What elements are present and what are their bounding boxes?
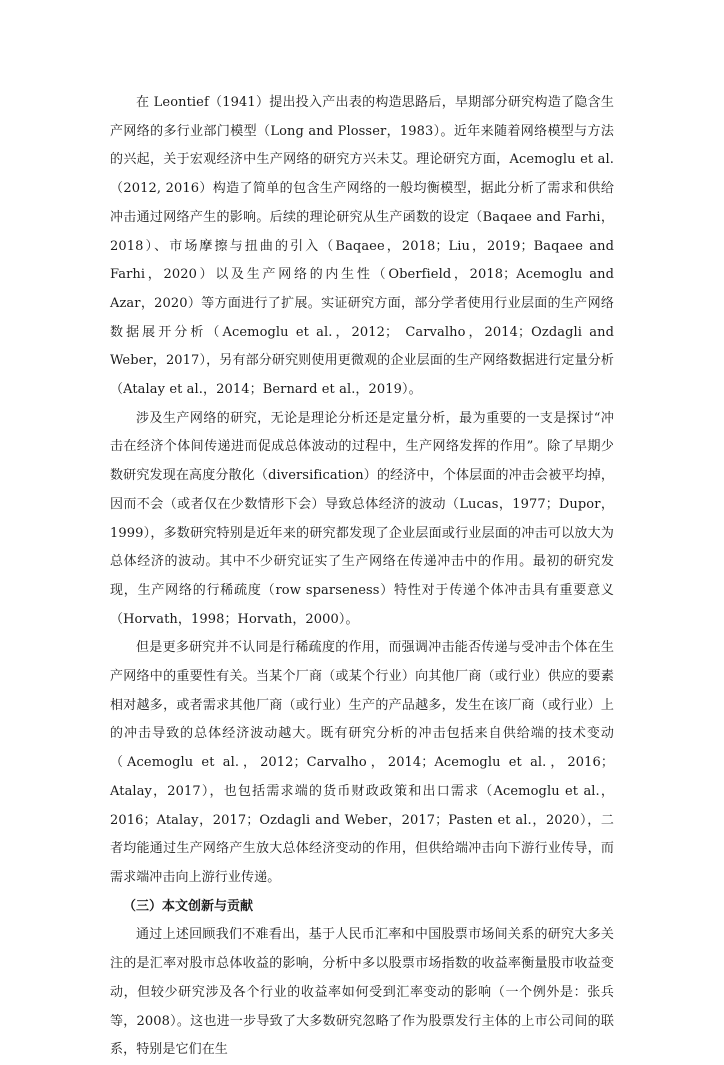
paragraph-production-network-literature: 在 Leontief（1941）提出投入产出表的构造思路后，早期部分研究构造了隐含生产网络的多行业部门模型（Long and Plosser，1983）。近年来随着网络模型与方法的兴起，关于宏观经济中生产网络的研究方兴未艾。理论研究方面，Acemoglu et al.（2012, 2016）构造了简单的包含生产网络的一般均衡模型，据此分析了需求和供给冲击通过网络产生的影响。后续的理论研究从生产函数的设定（Baqaee and Farhi，2018）、市场摩擦与扭曲的引入（Baqaee，2018；Liu，2019；Baqaee and Farhi，2020）以及生产网络的内生性（Oberfield，2018；Acemoglu and Azar，2020）等方面进行了扩展。实证研究方面，部分学者使用行业层面的生产网络数据展开分析（Acemoglu et al.，2012； Carvalho，2014；Ozdagli and Weber，2017），另有部分研究则使用更微观的企业层面的生产网络数据进行定量分析（Atalay et al.，2014；Bernard et al.，2019）。 (110, 95, 614, 398)
section-heading: （三）本文创新与贡献 (123, 898, 254, 914)
document-page (110, 89, 614, 1065)
paragraph-shock-propagation: 涉及生产网络的研究，无论是理论分析还是定量分析，最为重要的一支是探讨“冲击在经济个体间传递进而促成总体波动的过程中，生产网络发挥的作用”。除了早期少数研究发现在高度分散化（diversification）的经济中，个体层面的冲击会被平均掉，因而不会（或者仅在少数情形下会）导致总体经济的波动（Lucas，1977；Dupor，1999），多数研究特别是近年来的研究都发现了企业层面或行业层面的冲击可以放大为总体经济的波动。其中不少研究证实了生产网络在传递冲击中的作用。最初的研究发现，生产网络的行稀疏度（row sparseness）特性对于传递个体冲击具有重要意义（Horvath，1998；Horvath，2000）。 (110, 410, 614, 627)
paragraph-network-importance: 但是更多研究并不认同是行稀疏度的作用，而强调冲击能否传递与受冲击个体在生产网络中的重要性有关。当某个厂商（或某个行业）向其他厂商（或行业）供应的要素相对越多，或者需求其他厂商（或行业）生产的产品越多，发生在该厂商（或行业）上的冲击导致的总体经济波动越大。既有研究分析的冲击包括来自供给端的技术变动（Acemoglu et al.，2012；Carvalho，2014；Acemoglu et al.，2016；Atalay，2017），也包括需求端的货币财政政策和出口需求（Acemoglu et al.，2016；Atalay，2017；Ozdagli and Weber，2017；Pasten et al.，2020），二者均能通过生产网络产生放大总体经济变动的作用，但供给端冲击向下游行业传导，而需求端冲击向上游行业传递。 (110, 640, 614, 885)
paragraph-contribution: 通过上述回顾我们不难看出，基于人民币汇率和中国股票市场间关系的研究大多关注的是汇率对股市总体收益的影响，分析中多以股票市场指数的收益率衡量股市收益变动，但较少研究涉及各个行业的收益率如何受到汇率变动的影响（一个例外是：张兵等，2008）。这也进一步导致了大多数研究忽略了作为股票发行主体的上市公司间的联系，特别是它们在生 (110, 927, 614, 1058)
